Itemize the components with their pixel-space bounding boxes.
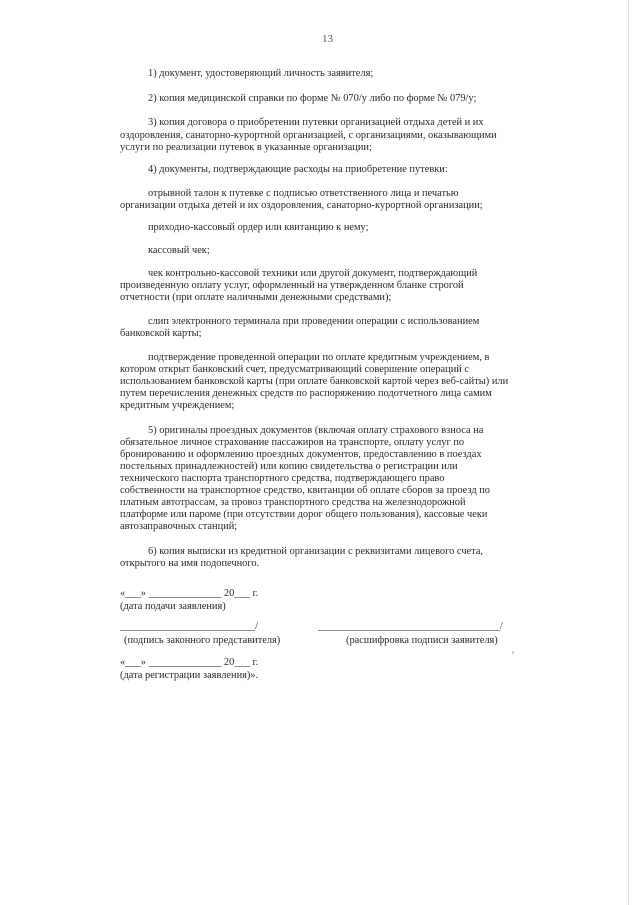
- page-number: 13: [322, 33, 333, 45]
- text-line: кредитным учреждением;: [120, 400, 235, 411]
- text-line: путем перечисления денежных средств по распоряжению подотчетного лица самим: [120, 388, 492, 399]
- text-line: 5) оригиналы проездных документов (включая оплату страхового взноса на: [148, 425, 484, 436]
- text-line: котором открыт банковский счет, предусматривающий совершение операций с: [120, 364, 470, 375]
- text-line: использованием банковской карты (при оплате банковской картой через веб-сайты) или: [120, 376, 509, 387]
- text-line: автозаправочных станций;: [120, 521, 238, 532]
- stray-mark: ': [512, 648, 515, 662]
- text-line: услуги по реализации путевок в указанные организации;: [120, 142, 372, 153]
- text-line: кассовый чек;: [148, 245, 210, 256]
- text-line: 2) копия медицинской справки по форме № 070/у либо по форме № 079/у;: [148, 93, 477, 104]
- registration-date-label: (дата регистрации заявления)».: [120, 670, 259, 681]
- text-line: открытого на имя подопечного.: [120, 558, 260, 569]
- text-line: банковской карты;: [120, 328, 202, 339]
- text-line: 6) копия выписки из кредитной организации с реквизитами лицевого счета,: [148, 546, 484, 557]
- signature-transcript-label: (расшифровка подписи заявителя): [346, 635, 498, 646]
- text-line: платформе или пароме (при отсутствии дорог общего пользования), кассовые чеки: [120, 509, 488, 520]
- text-line: собственности на транспортное средство, квитанции об оплате сборов за проезд по: [120, 485, 490, 496]
- text-line: технического паспорта транспортного средства, подтверждающего право: [120, 473, 445, 484]
- text-line: оздоровления, санаторно-курортной организацией, с организациями, оказывающими: [120, 130, 497, 141]
- text-line: подтверждение проведенной операции по оплате кредитным учреждением, в: [148, 352, 490, 363]
- text-line: организации отдыха детей и их оздоровления, санаторно-курортной организации;: [120, 200, 483, 211]
- text-line: слип электронного терминала при проведении операции с использованием: [148, 316, 480, 327]
- text-line: 3) копия договора о приобретении путевки организацией отдыха детей и их: [148, 117, 484, 128]
- text-line: произведенную оплату услуг, оформленный на утвержденном бланке строгой: [120, 280, 464, 291]
- page-edge: [628, 0, 629, 905]
- text-line: обязательное личное страхование пассажиров на транспорте, оплату услуг по: [120, 437, 465, 448]
- representative-signature-line: __________________________/: [120, 621, 258, 632]
- text-line: приходно-кассовый ордер или квитанцию к нему;: [148, 222, 369, 233]
- text-line: отчетности (при оплате наличными денежными средствами);: [120, 292, 392, 303]
- text-line: отрывной талон к путевке с подписью ответственного лица и печатью: [148, 188, 459, 199]
- text-line: чек контрольно-кассовой техники или другой документ, подтверждающий: [148, 268, 478, 279]
- text-line: 1) документ, удостоверяющий личность заявителя;: [148, 68, 374, 79]
- text-line: бронированию и оформлению проездных документов, предоставлению в поездах: [120, 449, 482, 460]
- submission-date-label: (дата подачи заявления): [120, 601, 226, 612]
- signature-transcript-line: ___________________________________/: [318, 621, 503, 632]
- registration-date-field: «___» ______________ 20___ г.: [120, 657, 259, 668]
- representative-signature-label: (подпись законного представителя): [124, 635, 281, 646]
- submission-date-field: «___» ______________ 20___ г.: [120, 588, 259, 599]
- text-line: постельных принадлежностей) или копию свидетельства о регистрации или: [120, 461, 458, 472]
- text-line: платным автотрассам, за провоз транспортного средства на железнодорожной: [120, 497, 466, 508]
- text-line: 4) документы, подтверждающие расходы на приобретение путевки:: [148, 164, 448, 175]
